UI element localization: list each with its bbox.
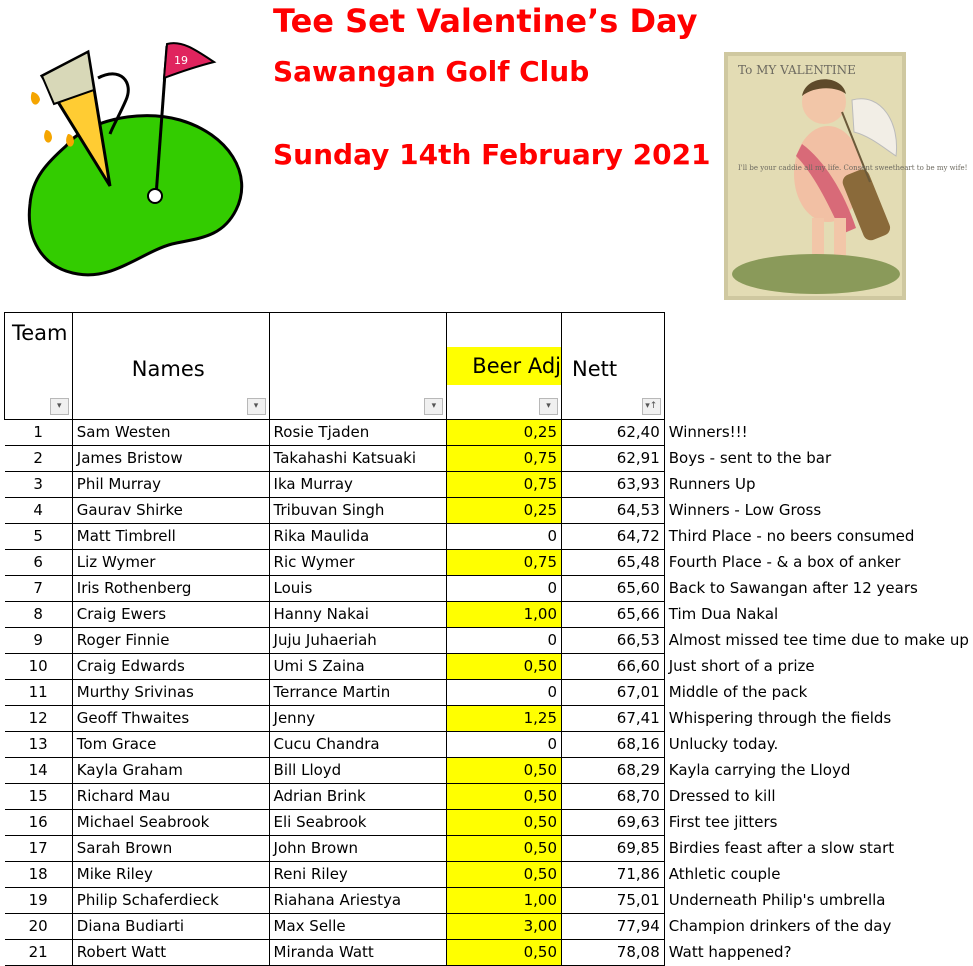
team-cell: 17 — [5, 836, 73, 862]
nett-cell: 64,72 — [562, 524, 665, 550]
golf-hole — [148, 189, 162, 203]
table-row — [5, 602, 973, 628]
beer-adj-cell: 0,75 — [447, 550, 562, 576]
player2-cell: Riahana Ariestya — [269, 888, 447, 914]
player1-cell: Mike Riley — [72, 862, 269, 888]
team-cell: 3 — [5, 472, 73, 498]
comment-cell: Whispering through the fields — [664, 706, 973, 732]
comment-cell: Middle of the pack — [664, 680, 973, 706]
ground-flowers — [732, 254, 900, 294]
table-row — [5, 836, 973, 862]
sort-ascending-filter-icon[interactable]: ▾↑ — [642, 398, 661, 415]
beer-adj-cell: 3,00 — [447, 914, 562, 940]
team-cell: 1 — [5, 420, 73, 446]
player2-cell: Jenny — [269, 706, 447, 732]
team-cell: 9 — [5, 628, 73, 654]
player1-cell: Liz Wymer — [72, 550, 269, 576]
player1-cell: Richard Mau — [72, 784, 269, 810]
beer-adj-cell: 0,50 — [447, 758, 562, 784]
beer-adj-cell: 0,25 — [447, 420, 562, 446]
nett-cell: 69,85 — [562, 836, 665, 862]
team-header: Team ▾ — [5, 313, 73, 420]
nett-cell: 68,70 — [562, 784, 665, 810]
dropdown-arrow-icon[interactable]: ▾ — [424, 398, 443, 415]
comment-cell: Runners Up — [664, 472, 973, 498]
nett-cell: 67,01 — [562, 680, 665, 706]
player2-cell: Ika Murray — [269, 472, 447, 498]
comment-cell: Third Place - no beers consumed — [664, 524, 973, 550]
flag — [164, 43, 214, 78]
player2-cell: Adrian Brink — [269, 784, 447, 810]
event-title: Tee Set Valentine’s Day — [273, 2, 698, 40]
player2-cell: Umi S Zaina — [269, 654, 447, 680]
results-table — [4, 312, 973, 966]
player1-cell: Gaurav Shirke — [72, 498, 269, 524]
comment-cell: Underneath Philip's umbrella — [664, 888, 973, 914]
table-row — [5, 654, 973, 680]
dropdown-arrow-icon[interactable]: ▾ — [247, 398, 266, 415]
table-row — [5, 810, 973, 836]
beer-adj-cell: 1,00 — [447, 888, 562, 914]
team-cell: 6 — [5, 550, 73, 576]
comment-cell: Winners!!! — [664, 420, 973, 446]
postcard-verse: I'll be your caddie all my life. Consent sweetheart to be my wife! — [738, 164, 967, 172]
beer-adj-cell: 0,75 — [447, 472, 562, 498]
team-cell: 2 — [5, 446, 73, 472]
nett-cell: 65,60 — [562, 576, 665, 602]
valentine-postcard-image — [724, 52, 906, 300]
team-cell: 11 — [5, 680, 73, 706]
nett-cell: 66,53 — [562, 628, 665, 654]
comment-cell: Unlucky today. — [664, 732, 973, 758]
header-row — [5, 313, 973, 420]
beer-adj-cell: 0,50 — [447, 784, 562, 810]
nett-cell: 65,48 — [562, 550, 665, 576]
player1-cell: Murthy Srivinas — [72, 680, 269, 706]
table-row — [5, 576, 973, 602]
player1-cell: Philip Schaferdieck — [72, 888, 269, 914]
nett-header: Nett ▾↑ — [562, 313, 665, 420]
player1-cell: Kayla Graham — [72, 758, 269, 784]
green-shape — [29, 116, 241, 275]
player1-cell: Iris Rothenberg — [72, 576, 269, 602]
beer-adj-cell: 0,75 — [447, 446, 562, 472]
player1-cell: Tom Grace — [72, 732, 269, 758]
beer-adj-cell: 0 — [447, 576, 562, 602]
player2-cell: Rika Maulida — [269, 524, 447, 550]
beer-drip — [44, 130, 52, 143]
player1-cell: Geoff Thwaites — [72, 706, 269, 732]
comment-cell: Almost missed tee time due to make up — [664, 628, 973, 654]
nett-cell: 64,53 — [562, 498, 665, 524]
nett-cell: 69,63 — [562, 810, 665, 836]
player2-cell: Terrance Martin — [269, 680, 447, 706]
beer-adj-cell: 0,50 — [447, 836, 562, 862]
beer-adj-cell: 0 — [447, 628, 562, 654]
nett-cell: 78,08 — [562, 940, 665, 966]
player1-cell: James Bristow — [72, 446, 269, 472]
team-cell: 16 — [5, 810, 73, 836]
player2-cell: John Brown — [269, 836, 447, 862]
table-row — [5, 888, 973, 914]
table-row — [5, 784, 973, 810]
beer-adj-cell: 0,50 — [447, 810, 562, 836]
nett-cell: 75,01 — [562, 888, 665, 914]
comment-cell: Winners - Low Gross — [664, 498, 973, 524]
team-cell: 18 — [5, 862, 73, 888]
nett-cell: 63,93 — [562, 472, 665, 498]
player1-cell: Roger Finnie — [72, 628, 269, 654]
beer-adj-cell: 0 — [447, 680, 562, 706]
nett-cell: 67,41 — [562, 706, 665, 732]
player2-cell: Bill Lloyd — [269, 758, 447, 784]
golf-beer-logo — [22, 38, 244, 278]
table-row — [5, 472, 973, 498]
nett-cell: 66,60 — [562, 654, 665, 680]
table-row — [5, 732, 973, 758]
player1-cell: Diana Budiarti — [72, 914, 269, 940]
nett-cell: 62,40 — [562, 420, 665, 446]
team-cell: 5 — [5, 524, 73, 550]
flag-number: 19 — [174, 54, 188, 67]
team-cell: 7 — [5, 576, 73, 602]
player1-cell: Phil Murray — [72, 472, 269, 498]
beer-adj-cell: 0 — [447, 732, 562, 758]
player1-cell: Sam Westen — [72, 420, 269, 446]
player2-cell: Rosie Tjaden — [269, 420, 447, 446]
club-name: Sawangan Golf Club — [273, 55, 589, 88]
player1-cell: Craig Edwards — [72, 654, 269, 680]
comment-cell: First tee jitters — [664, 810, 973, 836]
table-row — [5, 706, 973, 732]
team-cell: 13 — [5, 732, 73, 758]
comment-cell: Kayla carrying the Lloyd — [664, 758, 973, 784]
table-row — [5, 940, 973, 966]
beer-adj-cell: 0 — [447, 524, 562, 550]
comment-cell: Tim Dua Nakal — [664, 602, 973, 628]
nett-cell: 65,66 — [562, 602, 665, 628]
beer-adj-cell: 0,50 — [447, 654, 562, 680]
player2-cell: Ric Wymer — [269, 550, 447, 576]
team-cell: 15 — [5, 784, 73, 810]
comment-cell: Just short of a prize — [664, 654, 973, 680]
team-cell: 19 — [5, 888, 73, 914]
team-cell: 12 — [5, 706, 73, 732]
comment-cell: Boys - sent to the bar — [664, 446, 973, 472]
player2-cell: Louis — [269, 576, 447, 602]
table-row — [5, 498, 973, 524]
beer-adj-cell: 0,25 — [447, 498, 562, 524]
nett-cell: 77,94 — [562, 914, 665, 940]
table-row — [5, 914, 973, 940]
player2-cell: Max Selle — [269, 914, 447, 940]
table-row — [5, 446, 973, 472]
player2-cell: Juju Juhaeriah — [269, 628, 447, 654]
player1-cell: Matt Timbrell — [72, 524, 269, 550]
nett-cell: 68,29 — [562, 758, 665, 784]
event-date: Sunday 14th February 2021 — [273, 138, 711, 171]
comment-cell: Champion drinkers of the day — [664, 914, 973, 940]
comment-cell: Dressed to kill — [664, 784, 973, 810]
team-cell: 10 — [5, 654, 73, 680]
player1-cell: Michael Seabrook — [72, 810, 269, 836]
comment-cell: Watt happened? — [664, 940, 973, 966]
names-header: Names ▾ — [72, 313, 269, 420]
player2-cell: Cucu Chandra — [269, 732, 447, 758]
player2-cell: Takahashi Katsuaki — [269, 446, 447, 472]
comment-cell: Back to Sawangan after 12 years — [664, 576, 973, 602]
beer-adj-cell: 1,25 — [447, 706, 562, 732]
table-row — [5, 550, 973, 576]
player1-cell: Craig Ewers — [72, 602, 269, 628]
player2-cell: Miranda Watt — [269, 940, 447, 966]
beer-adj-header: Beer Adj ▾ — [447, 313, 562, 420]
comment-cell: Fourth Place - & a box of anker — [664, 550, 973, 576]
table-row — [5, 862, 973, 888]
team-cell: 4 — [5, 498, 73, 524]
nett-cell: 68,16 — [562, 732, 665, 758]
comment-cell: Birdies feast after a slow start — [664, 836, 973, 862]
beer-drip — [31, 92, 40, 105]
nett-cell: 71,86 — [562, 862, 665, 888]
comment-cell: Athletic couple — [664, 862, 973, 888]
beer-adj-cell: 1,00 — [447, 602, 562, 628]
table-row — [5, 420, 973, 446]
team-cell: 21 — [5, 940, 73, 966]
team-cell: 8 — [5, 602, 73, 628]
player2-cell: Hanny Nakai — [269, 602, 447, 628]
table-row — [5, 524, 973, 550]
table-row — [5, 680, 973, 706]
player1-cell: Sarah Brown — [72, 836, 269, 862]
table-row — [5, 758, 973, 784]
player2-cell: Tribuvan Singh — [269, 498, 447, 524]
dropdown-arrow-icon[interactable]: ▾ — [50, 398, 69, 415]
postcard-heading: To MY VALENTINE — [738, 63, 856, 77]
player1-cell: Robert Watt — [72, 940, 269, 966]
nett-cell: 62,91 — [562, 446, 665, 472]
dropdown-arrow-icon[interactable]: ▾ — [539, 398, 558, 415]
beer-adj-cell: 0,50 — [447, 940, 562, 966]
table-row — [5, 628, 973, 654]
beer-adj-cell: 0,50 — [447, 862, 562, 888]
player2-cell: Eli Seabrook — [269, 810, 447, 836]
names-header-second — [269, 313, 447, 420]
team-cell: 14 — [5, 758, 73, 784]
team-cell: 20 — [5, 914, 73, 940]
player2-cell: Reni Riley — [269, 862, 447, 888]
